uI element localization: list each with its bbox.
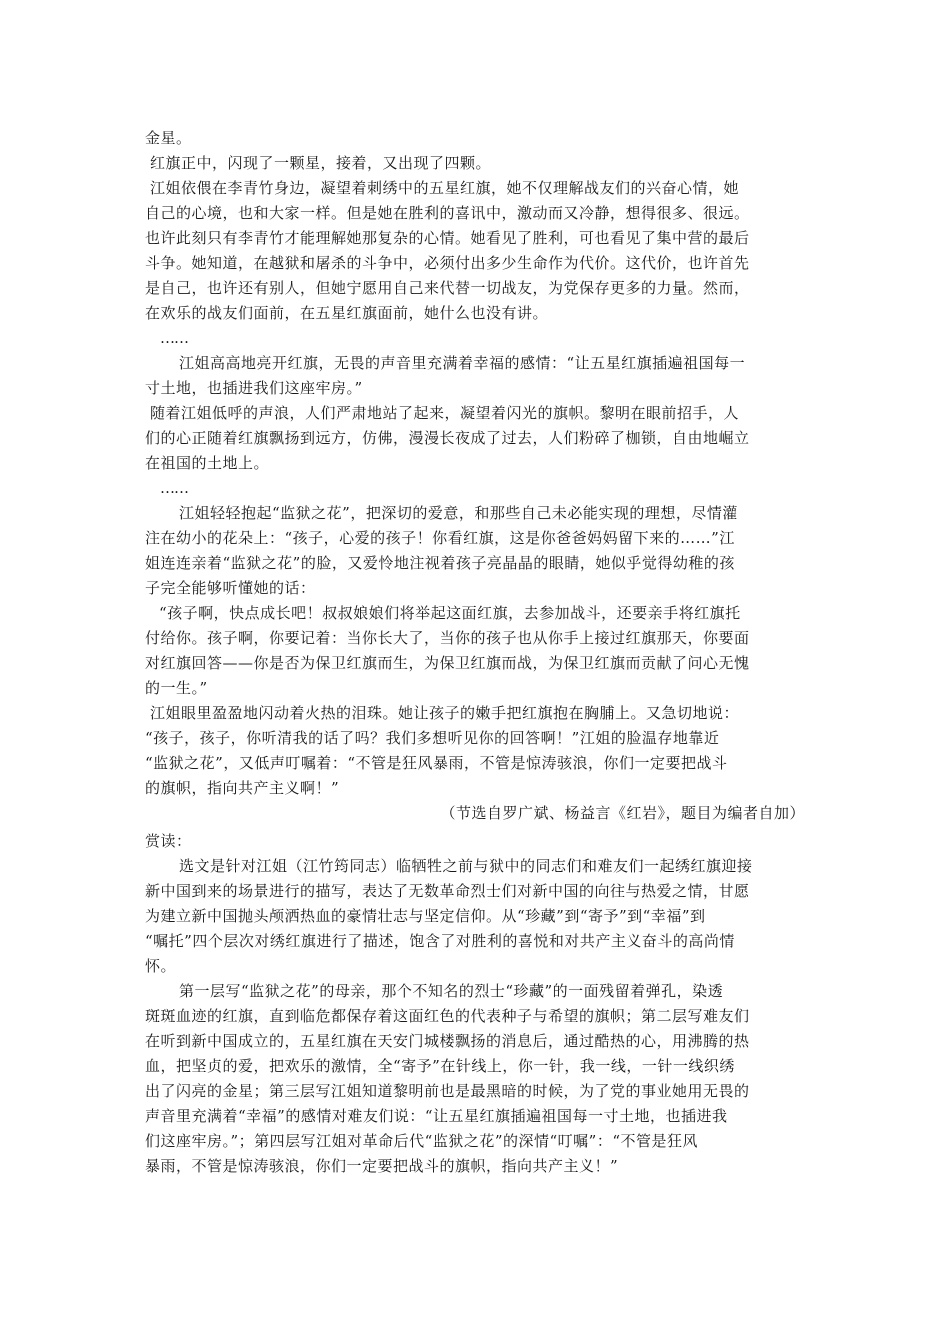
text-line: 红旗正中，闪现了一颗星，接着，又出现了四颗。: [150, 154, 492, 172]
text-line: 的旗帜，指向共产主义啊！”: [145, 779, 340, 797]
text-line: 也许此刻只有李青竹才能理解她那复杂的心情。她看见了胜利，可也看见了集中营的最后: [145, 229, 750, 247]
document-body: [145, 126, 805, 1179]
text-line: 声音里充满着“幸福”的感情对难友们说：“让五星红旗插遍祖国每一寸土地，也插进我: [145, 1107, 728, 1125]
text-line: 斗争。她知道，在越狱和屠杀的斗争中，必须付出多少生命作为代价。这代价，也许首先: [145, 254, 750, 272]
text-line: 的一生。”: [145, 679, 208, 697]
text-line: 在欢乐的战友们面前，在五星红旗面前，她什么也没有讲。: [145, 304, 549, 322]
source-citation: （节选自罗广斌、杨益言《红岩》，题目为编者自加）: [440, 804, 805, 822]
text-line: 暴雨，不管是惊涛骇浪，你们一定要把战斗的旗帜，指向共产主义！”: [145, 1157, 619, 1175]
text-line: 斑斑血迹的红旗，直到临危都保存着这面红色的代表种子与希望的旗帜；第二层写难友们: [145, 1007, 750, 1025]
text-line: 随着江姐低呼的声浪，人们严肃地站了起来，凝望着闪光的旗帜。黎明在眼前招手，人: [150, 404, 740, 422]
text-line: 付给你。孩子啊，你要记着：当你长大了，当你的孩子也从你手上接过红旗那天，你要面: [145, 629, 750, 647]
text-line: 寸土地，也插进我们这座牢房。”: [145, 379, 363, 397]
text-line: 姐连连亲着“监狱之花”的脸，又爱怜地注视着孩子亮晶晶的眼睛，她似乎觉得幼稚的孩: [145, 554, 735, 572]
text-line: “嘱托”四个层次对绣红旗进行了描述，饱含了对胜利的喜悦和对共产主义奋斗的高尚情: [145, 932, 735, 950]
text-line: 江姐高高地亮开红旗，无畏的声音里充满着幸福的感情：“让五星红旗插遍祖国每一: [179, 354, 746, 372]
text-line: 在祖国的土地上。: [145, 454, 270, 472]
text-line: 第一层写“监狱之花”的母亲，那个不知名的烈士“珍藏”的一面残留着弹孔，染透: [179, 982, 724, 1000]
text-line: 注在幼小的花朵上：“孩子，心爱的孩子！你看红旗，这是你爸爸妈妈留下来的……”江: [145, 529, 735, 547]
text-line: 们的心正随着红旗飘扬到远方，仿佛，漫漫长夜成了过去，人们粉碎了枷锁，自由地崛立: [145, 429, 750, 447]
text-line: 选文是针对江姐（江竹筠同志）临牺牲之前与狱中的同志们和难友们一起绣红旗迎接: [179, 857, 753, 875]
text-line: “孩子啊，快点成长吧！叔叔娘娘们将举起这面红旗，去参加战斗，还要亲手将红旗托: [159, 604, 741, 622]
text-line: 新中国到来的场景进行的描写，表达了无数革命烈士们对新中国的向往与热爱之情，甘愿: [145, 882, 750, 900]
ellipsis-separator: ……: [160, 329, 188, 347]
text-line: 血，把坚贞的爱，把欢乐的激情，全“寄予”在针线上，你一针，我一线，一针一线织绣: [145, 1057, 735, 1075]
text-line: 为建立新中国抛头颅洒热血的豪情壮志与坚定信仰。从“珍藏”到“寄予”到“幸福”到: [145, 907, 706, 925]
text-line: 在听到新中国成立的，五星红旗在天安门城楼飘扬的消息后，通过酷热的心，用沸腾的热: [145, 1032, 750, 1050]
text-line: 们这座牢房。”；第四层写江姐对革命后代“监狱之花”的深情“叮嘱”：“不管是狂风: [145, 1132, 699, 1150]
section-heading-appreciation: 赏读：: [145, 832, 192, 850]
text-line: 自己的心境，也和大家一样。但是她在胜利的喜讯中，激动而又冷静，想得很多、很远。: [145, 204, 750, 222]
text-line: “监狱之花”，又低声叮嘱着：“不管是狂风暴雨，不管是惊涛骇浪，你们一定要把战斗: [145, 754, 728, 772]
text-line: 对红旗回答——你是否为保卫红旗而生，为保卫红旗而战，为保卫红旗而贡献了问心无愧: [145, 654, 750, 672]
text-line: 江姐眼里盈盈地闪动着火热的泪珠。她让孩子的嫩手把红旗抱在胸脯上。又急切地说：: [150, 704, 740, 722]
text-line: 子完全能够听懂她的话：: [145, 579, 316, 597]
text-line: 怀。: [145, 957, 177, 975]
text-line: 江姐依偎在李青竹身边，凝望着刺绣中的五星红旗，她不仅理解战友们的兴奋心情，她: [150, 179, 740, 197]
ellipsis-separator: ……: [160, 479, 188, 497]
text-line: 金星。: [145, 129, 192, 147]
text-line: 出了闪亮的金星；第三层写江姐知道黎明前也是最黑暗的时候，为了党的事业她用无畏的: [145, 1082, 750, 1100]
text-line: 江姐轻轻抱起“监狱之花”，把深切的爱意，和那些自己未必能实现的理想，尽情灌: [179, 504, 738, 522]
text-line: 是自己，也许还有别人，但她宁愿用自己来代替一切战友，为党保存更多的力量。然而，: [145, 279, 750, 297]
text-line: “孩子，孩子，你听清我的话了吗？我们多想听见你的回答啊！”江姐的脸温存地靠近: [145, 729, 720, 747]
